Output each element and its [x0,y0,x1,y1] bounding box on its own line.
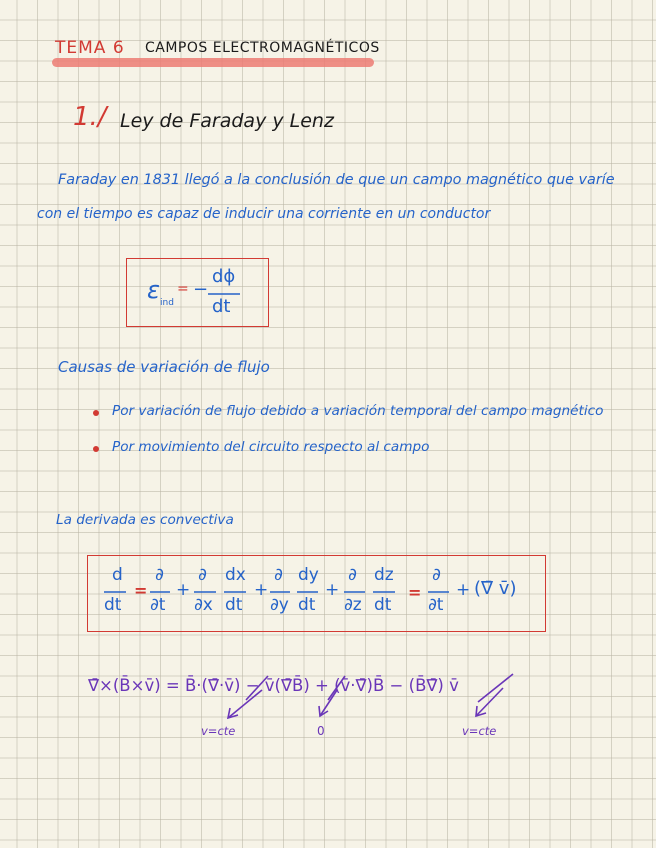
plus-4: + [456,580,471,600]
section-number: 1./ [73,102,107,132]
emf-symbol: ε [147,276,160,304]
vector-identity: ∇̄×(B̄×v̄) = B̄·(∇̄·v̄) − v̄(∇̄B̄) + (v̄·∇̄)B̄ − (B̄∇̄) v̄ [88,676,459,695]
bullet-2 [93,446,99,452]
dx-denominator: dt [225,595,243,615]
plus-3: + [325,580,340,600]
bullet-1 [93,410,99,416]
gradient-term: (∇̄ v̄) [474,578,517,599]
dy-denominator: dt [298,595,316,615]
note-v-constant-2: v=cte [462,724,497,738]
emf-subscript: ind [160,298,174,308]
causes-heading: Causas de variación de flujo [58,358,270,376]
dt-partial-denominator: ∂t [150,595,166,615]
dy-partial-numerator: ∂ [274,565,283,585]
dy-numerator: dy [298,565,319,585]
lhs-numerator: d [112,565,123,585]
derivative-heading: La derivada es convectiva [56,512,234,528]
cause-item-2: Por movimiento del circuito respecto al campo [112,439,430,455]
page-title: CAMPOS ELECTROMAGNÉTICOS [145,40,380,56]
fraction-bars [0,0,460,4]
title-highlight [52,58,374,67]
dx-numerator: dx [225,565,246,585]
lhs-denominator: dt [104,595,122,615]
dy-partial-denominator: ∂y [270,595,289,615]
final-partial-numerator: ∂ [432,565,441,585]
formula1-numerator: dϕ [212,266,236,287]
formula1-equals: = [177,281,189,297]
note-v-constant-1: v=cte [201,724,236,738]
final-partial-denominator: ∂t [428,595,444,615]
dx-partial-numerator: ∂ [198,565,207,585]
note-zero: 0 [317,724,325,738]
dz-denominator: dt [374,595,392,615]
dt-partial-numerator: ∂ [155,565,164,585]
intro-line-2: con el tiempo es capaz de inducir una corriente en un conductor [37,206,491,222]
cause-item-1: Por variación de flujo debido a variación temporal del campo magnético [112,403,604,419]
topic-label: TEMA 6 [55,38,125,58]
dz-numerator: dz [374,565,394,585]
formula1-minus: − [193,279,209,300]
plus-1: + [176,580,191,600]
intro-line-1: Faraday en 1831 llegó a la conclusión de que un campo magnético que varíe [58,172,615,188]
dz-partial-numerator: ∂ [348,565,357,585]
equals-1: = [134,581,148,600]
dz-partial-denominator: ∂z [344,595,362,615]
formula1-denominator: dt [212,296,231,317]
section-heading: Ley de Faraday y Lenz [120,110,334,132]
plus-2: + [254,580,269,600]
equals-2: = [408,583,422,602]
dx-partial-denominator: ∂x [194,595,213,615]
